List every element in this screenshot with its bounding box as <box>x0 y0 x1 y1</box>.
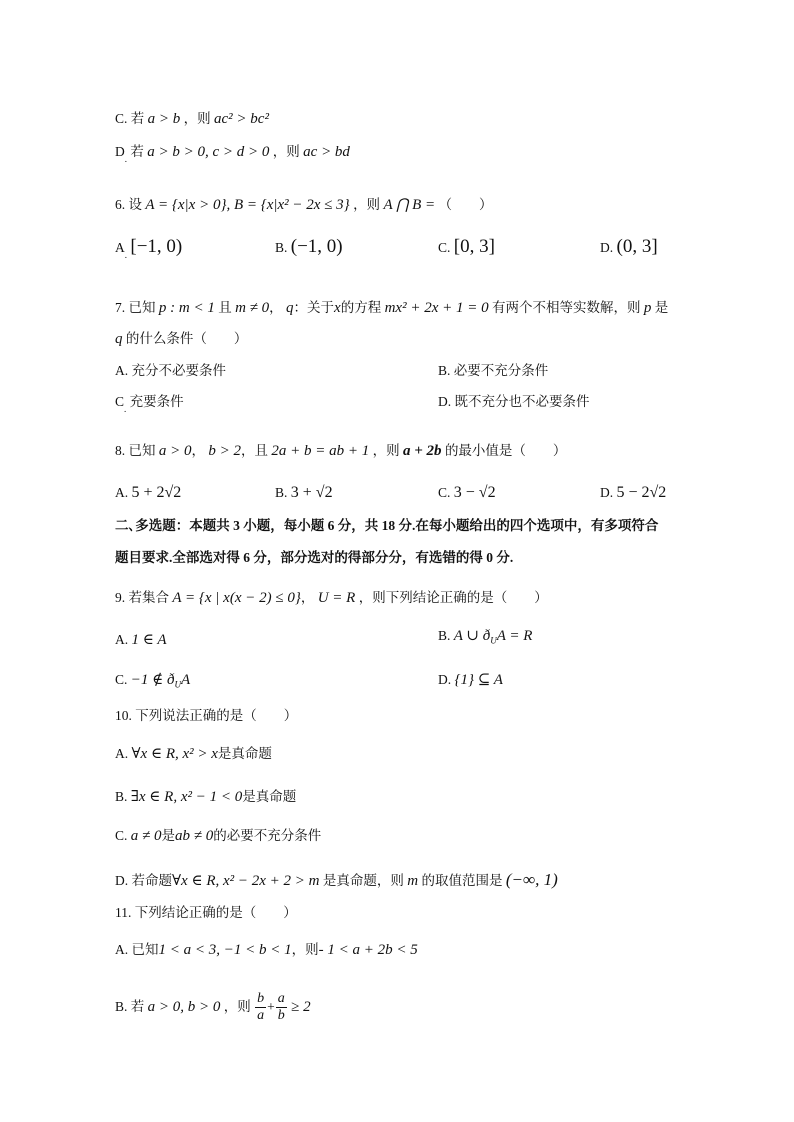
question-number: 9. 若集合 <box>115 590 169 605</box>
question-number: 7. 已知 <box>115 300 156 315</box>
question-9-option-c <box>115 671 190 694</box>
section-instructions: 题目要求.全部选对得 6 分，部分选对的得部分分，有选错的得 0 分. <box>115 550 514 565</box>
option-label: D <box>115 144 125 159</box>
question-11-option-a <box>115 941 418 959</box>
fraction-denominator: a <box>257 1008 265 1024</box>
connector-text: ， <box>269 300 283 315</box>
question-7-option-a: A. 充分不必要条件 <box>115 363 226 378</box>
math-expression: m ≠ 0 <box>235 300 270 316</box>
math-expression: 3 + √2 <box>290 484 333 501</box>
math-subscript: U <box>490 635 497 646</box>
connector-text: ， <box>300 590 315 605</box>
connector-text: 的 <box>213 828 227 843</box>
math-subscript: U <box>174 679 181 690</box>
question-7-option-c <box>115 393 184 418</box>
option-label: A. <box>115 485 129 500</box>
connector-text: 是 <box>161 828 175 843</box>
question-8-option-a <box>115 484 181 502</box>
math-expression: 3 − √2 <box>453 484 496 501</box>
connector-text: 且 <box>218 300 232 315</box>
question-number: 6. 设 <box>115 197 142 212</box>
answer-paren: （ ） <box>438 197 493 212</box>
connector-text: ，则 <box>372 443 400 458</box>
question-7-option-d: D. 既不充分也不必要条件 <box>438 394 590 409</box>
fraction-numerator: a <box>277 991 285 1007</box>
connector-text: ，则 <box>272 144 300 159</box>
question-7 <box>115 299 668 317</box>
math-expression: A ∪ ð <box>453 628 491 644</box>
option-label: A. <box>115 746 129 761</box>
math-expression: 5 + 2√2 <box>131 484 182 501</box>
question-6-option-a <box>115 238 182 264</box>
fraction-denominator: b <box>277 1008 285 1024</box>
math-expression: [0, 3] <box>453 236 495 257</box>
connector-text: 有两个不相等实数解，则 <box>491 300 641 315</box>
math-expression: 1 < a < 3, −1 < b < 1 <box>158 942 292 958</box>
connector-text: ，则 <box>353 197 381 212</box>
connector-text: 的取值范围是 <box>421 873 503 888</box>
connector-text: ， <box>191 443 205 458</box>
fraction-b-over-a <box>255 991 266 1024</box>
option-label: D. <box>600 240 614 255</box>
question-8-option-b <box>275 484 333 502</box>
option-label: B. <box>115 789 128 804</box>
question-7-continued <box>115 330 247 348</box>
math-variable: x <box>334 300 341 316</box>
option-label: A. 已知 <box>115 942 159 957</box>
option-text: 是真命题 <box>217 746 272 761</box>
option-text: 充要条件 <box>129 394 184 409</box>
question-number: 8. 已知 <box>115 443 156 458</box>
math-expression: a > b > 0, c > d > 0 <box>147 144 270 160</box>
option-label: C. <box>115 672 128 687</box>
question-6-option-c <box>438 238 495 257</box>
question-6-option-b <box>275 238 343 257</box>
option-5c <box>115 110 269 128</box>
math-expression: A = {x|x > 0}, B = {x|x² − 2x ≤ 3} <box>145 197 350 213</box>
plus-sign: + <box>267 999 275 1014</box>
option-text: 是真命题 <box>242 789 297 804</box>
option-label: D. <box>438 672 452 687</box>
connector-text: 是 <box>654 300 669 315</box>
math-expression: b > 2 <box>208 443 241 459</box>
question-10-option-a <box>115 745 272 763</box>
option-label: C. 若 <box>115 111 145 126</box>
question-8 <box>115 442 566 460</box>
math-expression: a > 0, b > 0 <box>147 999 221 1015</box>
connector-text: ，则 <box>183 111 211 126</box>
option-label: B. 若 <box>115 999 145 1014</box>
math-expression: A ⋂ B = <box>383 197 436 213</box>
question-10-option-c <box>115 827 321 845</box>
connector-text: ，则 <box>291 942 319 957</box>
option-label: B. <box>438 628 451 643</box>
question-11: 11. 下列结论正确的是（ ） <box>115 905 297 920</box>
option-label: D. 若命题 <box>115 873 172 888</box>
math-expression: 1 ∈ A <box>131 632 167 648</box>
math-expression: p : m < 1 <box>158 300 215 316</box>
math-expression: U = R <box>317 590 356 606</box>
math-expression: (0, 3] <box>616 236 658 257</box>
math-expression: {1} ⊆ A <box>454 672 503 688</box>
math-expression: A = {x | x(x − 2) ≤ 0} <box>172 590 301 606</box>
section-heading: 二､多选题：本题共 3 小题，每小题 6 分，共 18 分.在每小题给出的四个选项中，有多项符合 <box>115 518 659 533</box>
option-label: C. <box>438 240 451 255</box>
math-expression: (−∞, 1) <box>505 870 558 889</box>
question-11-option-b <box>115 990 311 1024</box>
math-expression: a ≠ 0 <box>130 828 162 844</box>
option-label: C. <box>115 828 128 843</box>
connector-text: ：关于 <box>293 300 335 315</box>
question-6-option-d <box>600 238 658 257</box>
math-expression: A <box>181 672 191 688</box>
option-label: C. <box>438 485 451 500</box>
question-6 <box>115 196 493 214</box>
question-text: 的最小值是（ ） <box>444 443 567 458</box>
option-label: A. <box>115 632 129 647</box>
fraction-numerator: b <box>257 991 265 1007</box>
option-label: A <box>115 240 125 255</box>
question-9-option-a <box>115 631 167 649</box>
math-expression: - 1 < a + 2b < 5 <box>318 942 418 958</box>
math-variable: q <box>286 300 294 316</box>
question-10-option-b <box>115 788 296 806</box>
math-expression: (−1, 0) <box>290 236 343 257</box>
option-label: D. <box>600 485 614 500</box>
connector-text: 方程 <box>354 300 382 315</box>
fraction-a-over-b <box>276 991 287 1024</box>
math-variable: p <box>643 300 652 316</box>
math-expression: ∀x ∈ R, x² > x <box>131 746 218 762</box>
math-expression: 2a + b = ab + 1 <box>271 443 370 459</box>
question-9-option-b <box>438 627 532 650</box>
math-expression: ac > bd <box>303 144 350 160</box>
label-dot: . <box>124 154 127 164</box>
math-expression: ∃x ∈ R, x² − 1 < 0 <box>130 789 243 805</box>
option-text: 必要不充分条件 <box>226 828 322 843</box>
connector-text: 若 <box>130 144 144 159</box>
math-expression: A = R <box>496 628 533 644</box>
question-8-option-c <box>438 484 496 502</box>
connector-text: ，且 <box>241 443 268 458</box>
math-variable: m <box>407 873 419 889</box>
math-expression: mx² + 2x + 1 = 0 <box>384 300 489 316</box>
label-dot: . <box>124 404 127 414</box>
option-label: B. <box>275 240 288 255</box>
option-label: B. <box>275 485 288 500</box>
math-expression: a + 2b <box>403 443 442 459</box>
connector-text: 是真命题，则 <box>322 873 404 888</box>
math-variable: q <box>115 331 123 347</box>
math-expression: ≥ 2 <box>291 999 311 1015</box>
question-8-option-d <box>600 484 666 502</box>
math-expression: −1 ∉ ð <box>130 672 175 688</box>
math-expression: ac² > bc² <box>214 111 269 127</box>
connector-text: ，则 <box>223 999 251 1014</box>
question-7-option-b: B. 必要不充分条件 <box>438 363 549 378</box>
question-9-option-d <box>438 671 503 689</box>
math-expression: ∀x ∈ R, x² − 2x + 2 > m <box>172 873 320 889</box>
math-expression: ab ≠ 0 <box>175 828 214 844</box>
connector-text: 的 <box>340 300 355 315</box>
math-expression: 5 − 2√2 <box>616 484 667 501</box>
question-10: 10. 下列说法正确的是（ ） <box>115 708 298 723</box>
math-expression: a > b <box>147 111 181 127</box>
label-dot: . <box>124 250 127 260</box>
math-expression: [−1, 0) <box>130 236 183 257</box>
question-9 <box>115 589 548 607</box>
question-10-option-d <box>115 871 558 890</box>
option-label: C <box>115 394 125 409</box>
question-text: 的什么条件（ ） <box>125 331 248 346</box>
question-text: ，则下列结论正确的是（ ） <box>358 590 548 605</box>
math-expression: a > 0 <box>158 443 192 459</box>
option-5d <box>115 143 350 168</box>
